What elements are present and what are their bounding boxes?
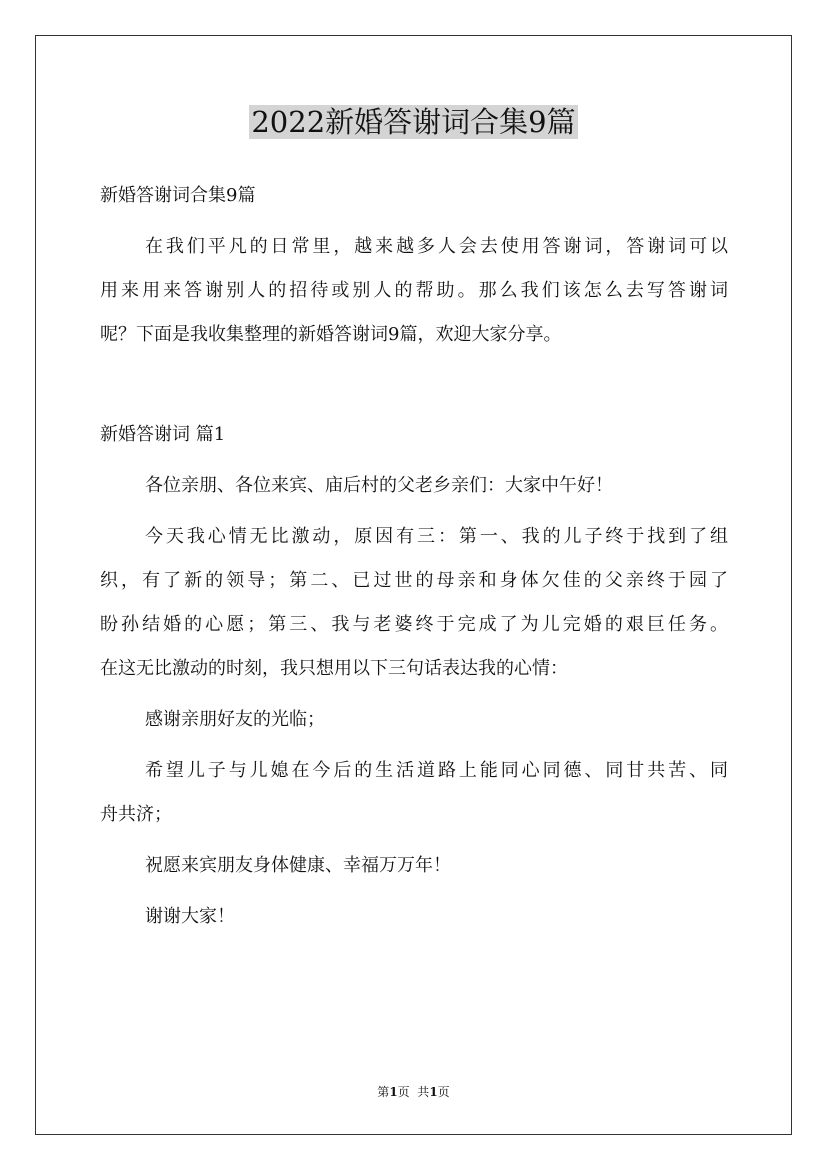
paragraph-line-2: 织，有了新的领导；第二、已过世的母亲和身体欠佳的父亲终于园了: [100, 570, 728, 591]
document-subtitle: 新婚答谢词合集9篇: [100, 185, 256, 206]
greeting-line: 各位亲朋、各位来宾、庙后村的父老乡亲们：大家中午好！: [145, 475, 613, 496]
footer-page-number: 1: [389, 1085, 398, 1099]
document-body: [100, 174, 728, 939]
closing-line: 谢谢大家！: [145, 906, 235, 927]
hope-line-1: 希望儿子与儿媳在今后的生活道路上能同心同德、同甘共苦、同: [145, 760, 728, 781]
document-title: [0, 100, 827, 144]
thanks-line: 感谢亲朋好友的光临；: [145, 709, 325, 730]
section-heading: 新婚答谢词 篇1: [100, 424, 226, 445]
paragraph-line-3: 盼孙结婚的心愿；第三、我与老婆终于完成了为儿完婚的艰巨任务。: [100, 614, 728, 635]
footer-prefix: 第: [377, 1085, 390, 1099]
page-footer: [0, 1082, 827, 1102]
paragraph-line-1: 今天我心情无比激动，原因有三：第一、我的儿子终于找到了组: [145, 526, 728, 547]
footer-mid: 页 共: [397, 1085, 430, 1099]
intro-line-2: 用来用来答谢别人的招待或别人的帮助。那么我们该怎么去写答谢词: [100, 280, 728, 301]
document-title-text: 2022新婚答谢词合集9篇: [251, 105, 576, 139]
paragraph-line-4: 在这无比激动的时刻，我只想用以下三句话表达我的心情：: [100, 658, 568, 679]
footer-suffix: 页: [437, 1085, 450, 1099]
hope-line-2: 舟共济；: [100, 804, 172, 825]
footer-total-pages: 1: [429, 1085, 438, 1099]
wish-line: 祝愿来宾朋友身体健康、幸福万万年！: [145, 855, 451, 876]
intro-line-3: 呢？下面是我收集整理的新婚答谢词9篇，欢迎大家分享。: [100, 324, 562, 345]
intro-line-1: 在我们平凡的日常里，越来越多人会去使用答谢词，答谢词可以: [145, 236, 728, 257]
